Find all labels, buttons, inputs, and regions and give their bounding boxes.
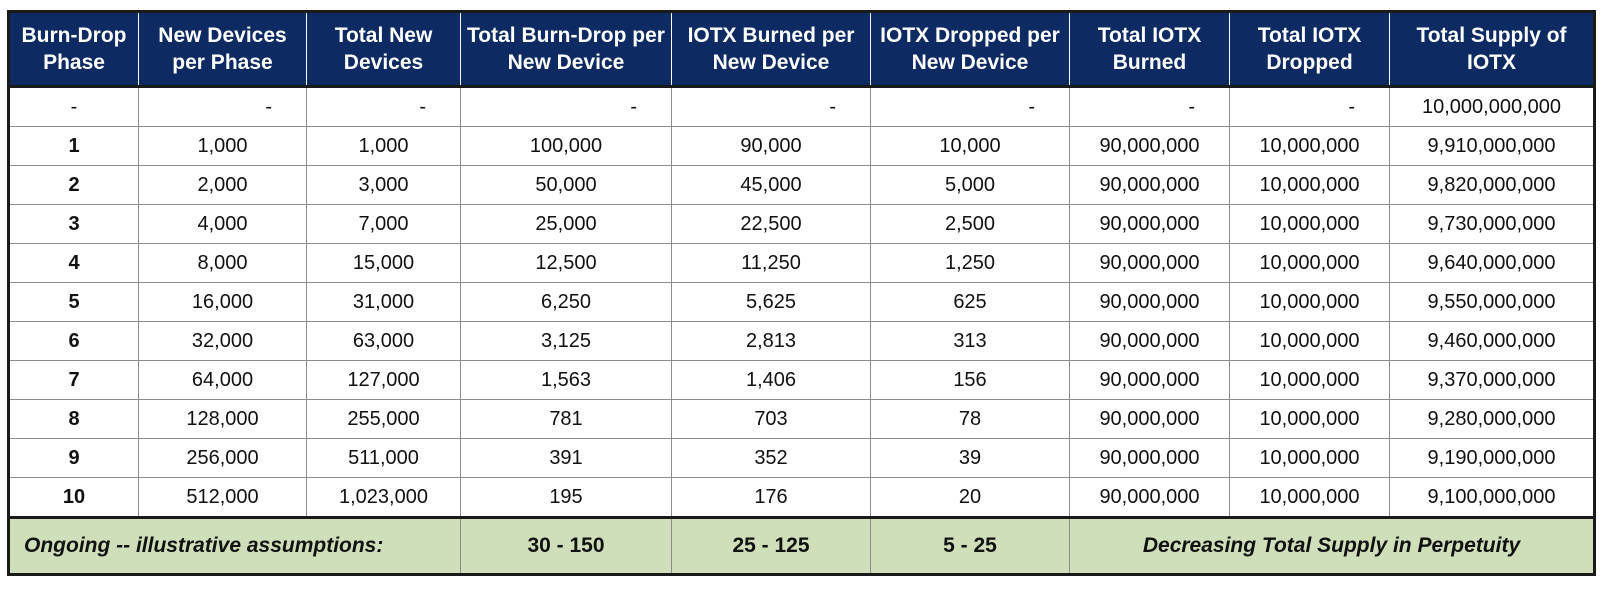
table-cell: 10,000,000 — [1230, 478, 1390, 518]
table-cell: 90,000,000 — [1070, 283, 1230, 322]
table-cell: 11,250 — [672, 244, 871, 283]
table-cell: 9,820,000,000 — [1390, 166, 1595, 205]
initial-row — [9, 87, 1595, 127]
table-cell: 9,730,000,000 — [1390, 205, 1595, 244]
table-cell: 90,000,000 — [1070, 400, 1230, 439]
table-cell: 9,910,000,000 — [1390, 127, 1595, 166]
table-cell: 90,000,000 — [1070, 127, 1230, 166]
table-cell: - — [139, 87, 307, 127]
table-cell: - — [9, 87, 139, 127]
header-cell: New Devices per Phase — [139, 12, 307, 87]
phase-cell: 7 — [9, 361, 139, 400]
table-cell: 20 — [871, 478, 1070, 518]
phase-cell: 8 — [9, 400, 139, 439]
table-cell: 256,000 — [139, 439, 307, 478]
table-row — [9, 244, 1595, 283]
table-cell: 10,000,000 — [1230, 244, 1390, 283]
phase-cell: 6 — [9, 322, 139, 361]
table-cell: 100,000 — [461, 127, 672, 166]
table-cell: - — [461, 87, 672, 127]
table-cell: 3,125 — [461, 322, 672, 361]
table-cell: 90,000,000 — [1070, 166, 1230, 205]
header-cell: IOTX Burned per New Device — [672, 12, 871, 87]
table-cell: 90,000,000 — [1070, 205, 1230, 244]
table-cell: 90,000,000 — [1070, 361, 1230, 400]
table-cell: 90,000 — [672, 127, 871, 166]
table-cell: 9,370,000,000 — [1390, 361, 1595, 400]
table-cell: 1,563 — [461, 361, 672, 400]
table-cell: 6,250 — [461, 283, 672, 322]
table-cell: 3,000 — [307, 166, 461, 205]
table-cell: 1,000 — [307, 127, 461, 166]
table-row — [9, 166, 1595, 205]
table-cell: 10,000,000 — [1230, 439, 1390, 478]
table-cell: 9,100,000,000 — [1390, 478, 1595, 518]
table-cell: - — [672, 87, 871, 127]
table-cell: 10,000,000,000 — [1390, 87, 1595, 127]
footer-row — [9, 518, 1595, 575]
table-cell: 31,000 — [307, 283, 461, 322]
table-row — [9, 361, 1595, 400]
table-cell: 127,000 — [307, 361, 461, 400]
table-cell: 64,000 — [139, 361, 307, 400]
table-cell: 5,000 — [871, 166, 1070, 205]
table-row — [9, 400, 1595, 439]
table-container — [7, 10, 1593, 576]
table-cell: 703 — [672, 400, 871, 439]
table-cell: 1,250 — [871, 244, 1070, 283]
table-cell: 128,000 — [139, 400, 307, 439]
header-cell: Total IOTX Burned — [1070, 12, 1230, 87]
table-cell: 12,500 — [461, 244, 672, 283]
table-cell: 63,000 — [307, 322, 461, 361]
table-cell: 78 — [871, 400, 1070, 439]
phase-cell: 5 — [9, 283, 139, 322]
table-cell: 2,500 — [871, 205, 1070, 244]
phase-cell: 9 — [9, 439, 139, 478]
table-cell: 39 — [871, 439, 1070, 478]
table-cell: 2,813 — [672, 322, 871, 361]
table-cell: 625 — [871, 283, 1070, 322]
table-cell: 9,460,000,000 — [1390, 322, 1595, 361]
burn-drop-table — [7, 10, 1596, 576]
header-cell: Total Burn-Drop per New Device — [461, 12, 672, 87]
phase-cell: 2 — [9, 166, 139, 205]
header-cell: Total Supply of IOTX — [1390, 12, 1595, 87]
phase-cell: 4 — [9, 244, 139, 283]
table-cell: 90,000,000 — [1070, 244, 1230, 283]
table-cell: - — [1070, 87, 1230, 127]
table-cell: 1,000 — [139, 127, 307, 166]
table-cell: 1,406 — [672, 361, 871, 400]
table-row — [9, 205, 1595, 244]
table-cell: 10,000,000 — [1230, 400, 1390, 439]
table-cell: 9,190,000,000 — [1390, 439, 1595, 478]
table-cell: 50,000 — [461, 166, 672, 205]
table-cell: 22,500 — [672, 205, 871, 244]
table-cell: 255,000 — [307, 400, 461, 439]
table-cell: 1,023,000 — [307, 478, 461, 518]
table-cell: 10,000,000 — [1230, 127, 1390, 166]
phase-cell: 10 — [9, 478, 139, 518]
header-cell: Burn-Drop Phase — [9, 12, 139, 87]
table-cell: 5,625 — [672, 283, 871, 322]
table-cell: 15,000 — [307, 244, 461, 283]
table-cell: 10,000,000 — [1230, 283, 1390, 322]
header-row — [9, 12, 1595, 87]
table-cell: 391 — [461, 439, 672, 478]
footer-dropped-range: 5 - 25 — [871, 518, 1070, 575]
table-row — [9, 478, 1595, 518]
table-cell: 10,000,000 — [1230, 205, 1390, 244]
table-cell: 16,000 — [139, 283, 307, 322]
footer-supply-note: Decreasing Total Supply in Perpetuity — [1070, 518, 1595, 575]
table-cell: 512,000 — [139, 478, 307, 518]
footer-label: Ongoing -- illustrative assumptions: — [9, 518, 461, 575]
table-row — [9, 127, 1595, 166]
table-cell: - — [307, 87, 461, 127]
table-cell: 32,000 — [139, 322, 307, 361]
table-row — [9, 322, 1595, 361]
table-cell: 9,550,000,000 — [1390, 283, 1595, 322]
table-cell: 781 — [461, 400, 672, 439]
phase-cell: 3 — [9, 205, 139, 244]
header-cell: Total New Devices — [307, 12, 461, 87]
table-cell: 90,000,000 — [1070, 478, 1230, 518]
table-cell: - — [871, 87, 1070, 127]
table-cell: 90,000,000 — [1070, 439, 1230, 478]
phase-cell: 1 — [9, 127, 139, 166]
header-cell: Total IOTX Dropped — [1230, 12, 1390, 87]
table-cell: 8,000 — [139, 244, 307, 283]
table-cell: 511,000 — [307, 439, 461, 478]
table-cell: 313 — [871, 322, 1070, 361]
table-cell: 9,280,000,000 — [1390, 400, 1595, 439]
table-row — [9, 439, 1595, 478]
table-cell: 2,000 — [139, 166, 307, 205]
table-cell: 90,000,000 — [1070, 322, 1230, 361]
table-row — [9, 283, 1595, 322]
table-cell: 10,000,000 — [1230, 166, 1390, 205]
table-cell: - — [1230, 87, 1390, 127]
table-cell: 10,000,000 — [1230, 322, 1390, 361]
footer-burn-drop-range: 30 - 150 — [461, 518, 672, 575]
header-cell: IOTX Dropped per New Device — [871, 12, 1070, 87]
footer-burned-range: 25 - 125 — [672, 518, 871, 575]
table-cell: 195 — [461, 478, 672, 518]
table-cell: 176 — [672, 478, 871, 518]
table-cell: 45,000 — [672, 166, 871, 205]
table-cell: 7,000 — [307, 205, 461, 244]
table-cell: 9,640,000,000 — [1390, 244, 1595, 283]
table-cell: 156 — [871, 361, 1070, 400]
table-cell: 10,000,000 — [1230, 361, 1390, 400]
table-cell: 4,000 — [139, 205, 307, 244]
table-cell: 352 — [672, 439, 871, 478]
table-cell: 25,000 — [461, 205, 672, 244]
table-cell: 10,000 — [871, 127, 1070, 166]
